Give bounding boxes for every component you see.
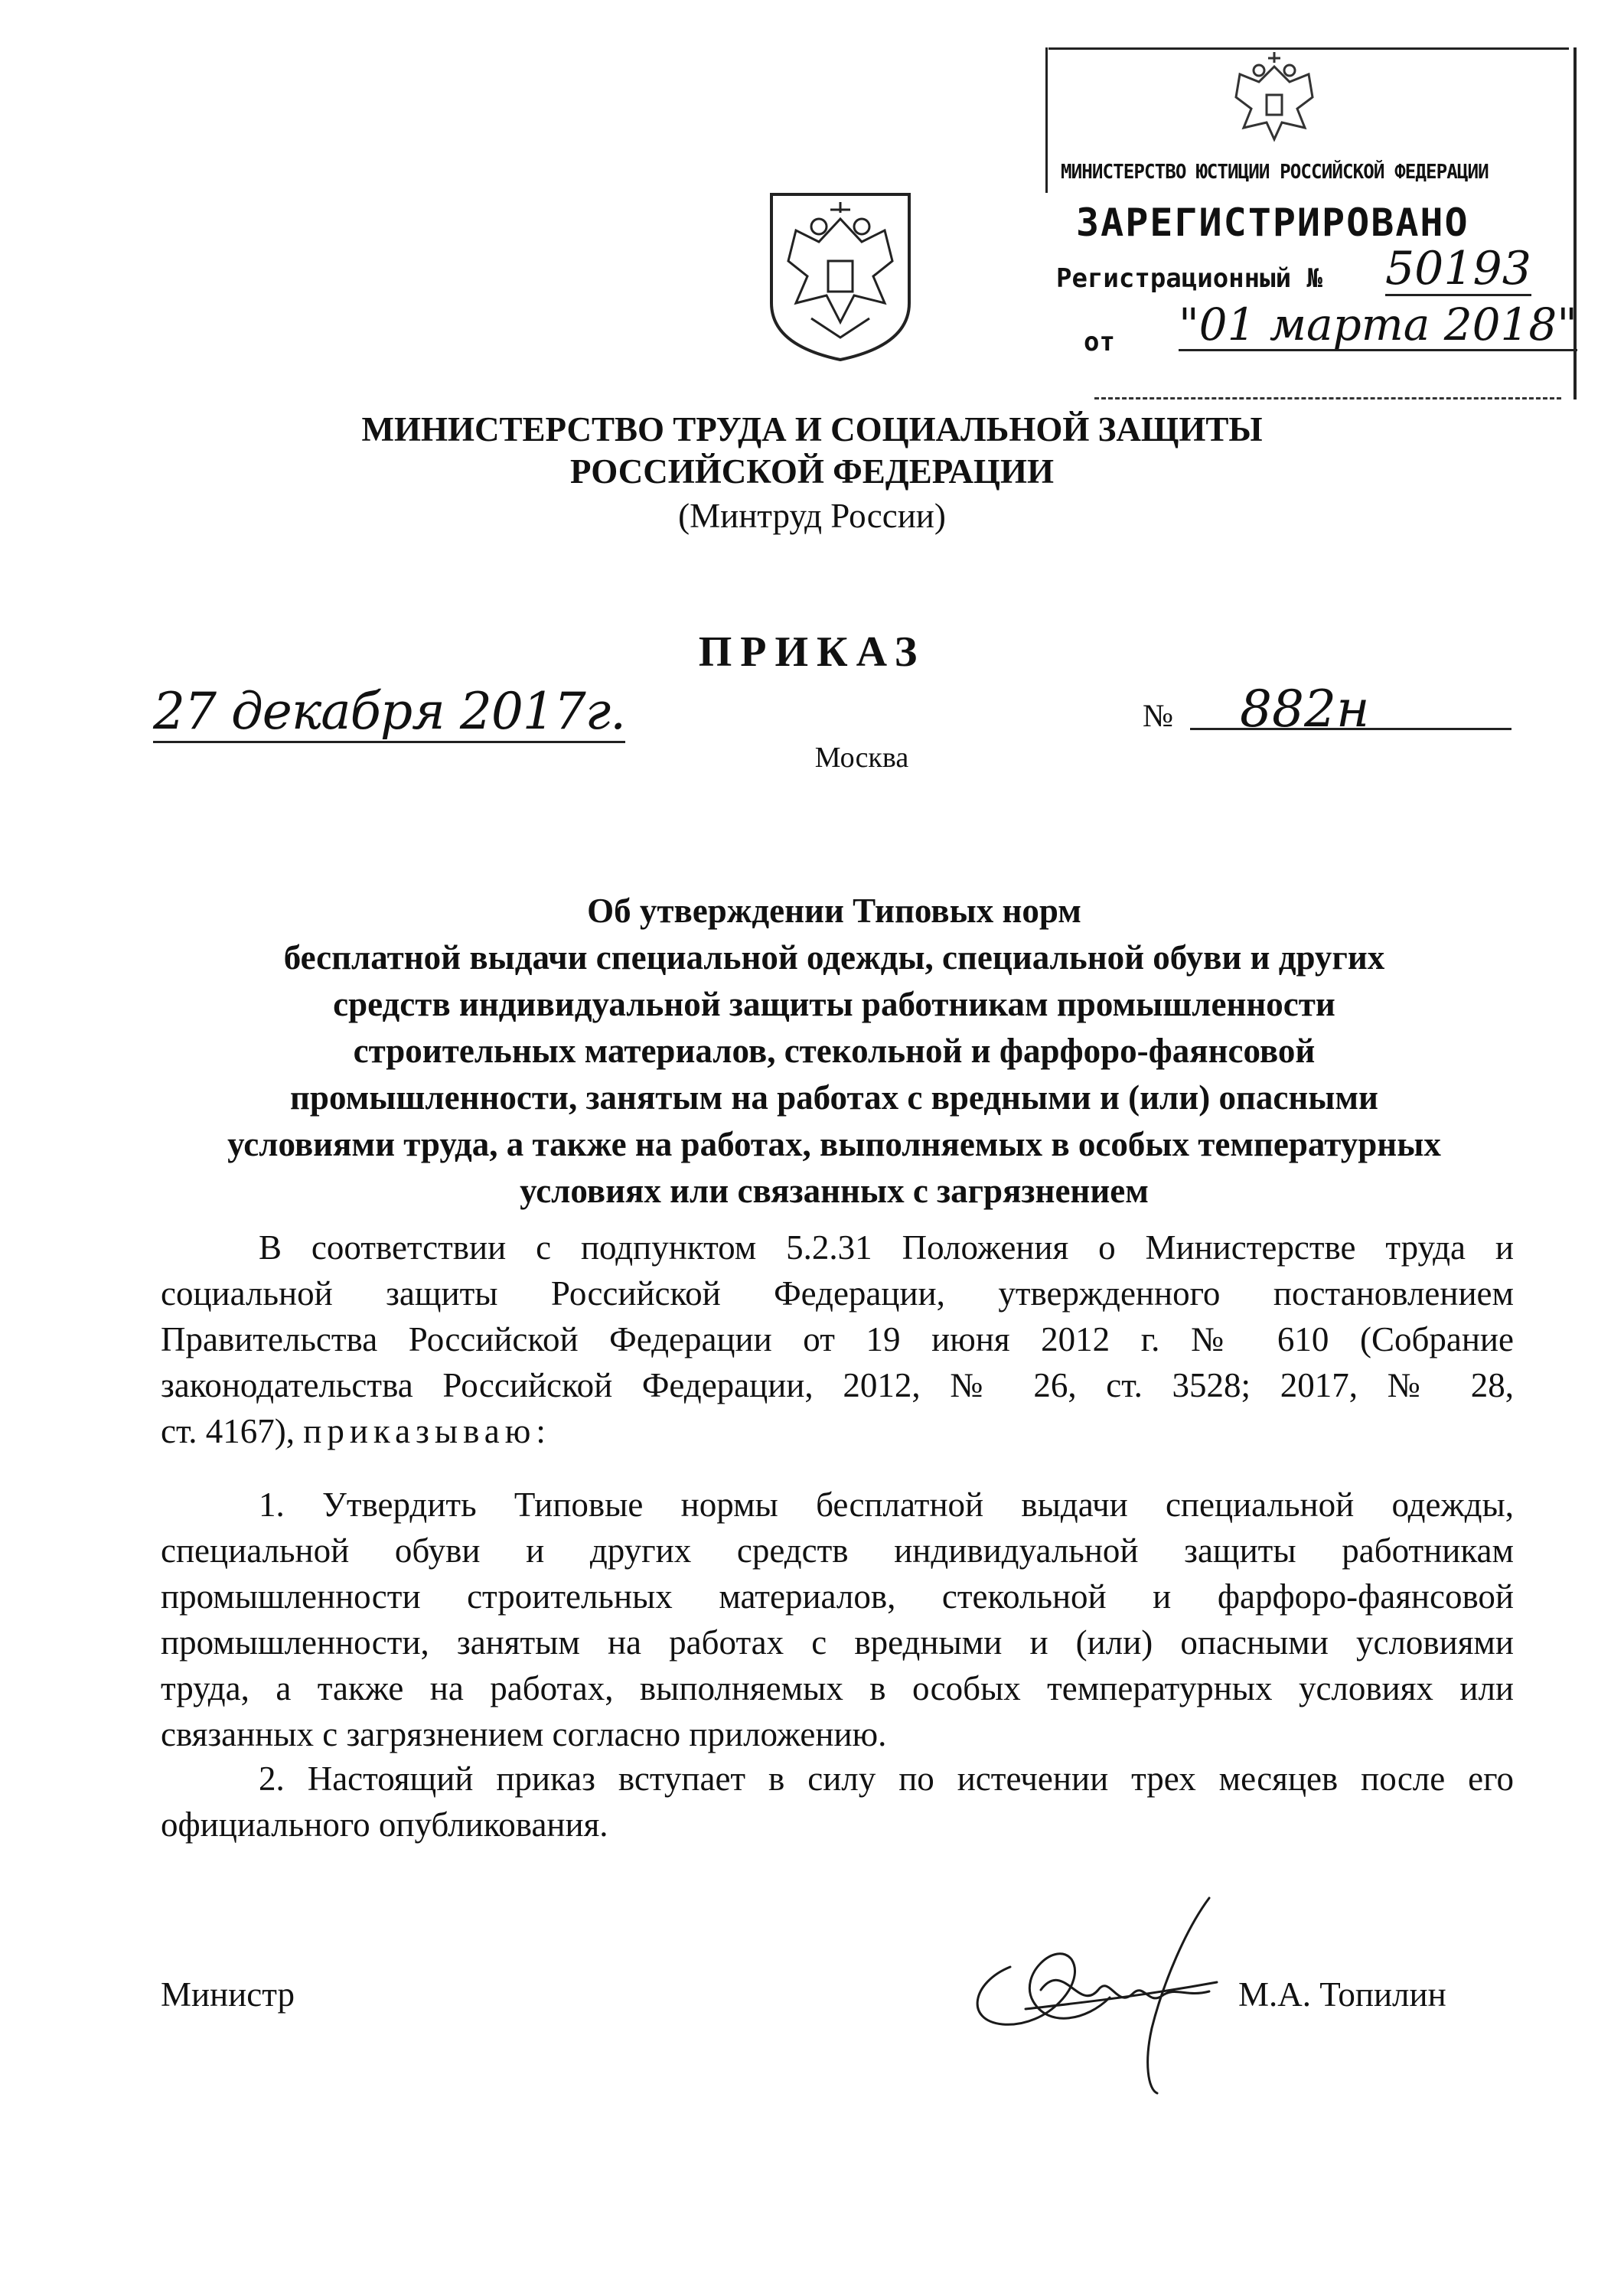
subject-line: Об утверждении Типовых норм <box>587 892 1081 930</box>
order-verb: приказываю: <box>303 1412 551 1450</box>
paragraph-line <box>161 1408 1514 1454</box>
ministry-name-line1: МИНИСТЕРСТВО ТРУДА И СОЦИАЛЬНОЙ ЗАЩИТЫ <box>361 410 1263 448</box>
city-name: Москва <box>814 742 909 774</box>
preamble-citation-end: ст. 4167), <box>161 1412 295 1450</box>
paragraph-line: законодательства Российской Федерации, 2012, № 26, ст. 3528; 2017, № 28, <box>161 1366 1514 1404</box>
subject-line: строительных материалов, стекольной и фарфоро-фаянсовой <box>353 1032 1316 1070</box>
order-date-handwritten: 27 декабря 2017г. <box>153 683 625 743</box>
ministry-short-name: (Минтруд России) <box>678 497 946 535</box>
registration-stamp <box>1033 40 1584 400</box>
handwritten-signature <box>957 1867 1247 2097</box>
paragraph-line: связанных с загрязнением согласно приложению. <box>161 1715 887 1753</box>
subject-line: средств индивидуальной защиты работникам промышленности <box>333 985 1335 1023</box>
stamp-registration-label: Регистрационный № <box>1056 263 1322 294</box>
stamp-date: "01 марта 2018" <box>1179 298 1578 351</box>
paragraph-line: 1. Утвердить Типовые нормы бесплатной выдачи специальной одежды, <box>259 1486 1514 1524</box>
order-number-handwritten: 882н <box>1240 680 1370 739</box>
signer-title: Министр <box>161 1975 295 2014</box>
signer-name: М.А. Топилин <box>1238 1975 1446 2014</box>
paragraph-line: труда, а также на работах, выполняемых в особых температурных условиях или <box>161 1669 1514 1707</box>
paragraph-line: 2. Настоящий приказ вступает в силу по истечении трех месяцев после его <box>259 1760 1514 1798</box>
stamp-eagle-icon <box>1225 47 1324 155</box>
paragraph-line: специальной обуви и других средств индивидуальной защиты работникам <box>161 1531 1514 1570</box>
coat-of-arms-icon <box>765 188 915 364</box>
paragraph-line: промышленности, занятым на работах с вредными и (или) опасными условиями <box>161 1623 1514 1662</box>
ministry-name-line2: РОССИЙСКОЙ ФЕДЕРАЦИИ <box>570 452 1054 491</box>
stamp-date-prefix: от <box>1084 327 1115 357</box>
stamp-ministry-name: МИНИСТЕРСТВО ЮСТИЦИИ РОССИЙСКОЙ ФЕДЕРАЦИИ <box>1061 161 1489 184</box>
paragraph-line: В соответствии с подпунктом 5.2.31 Положения о Министерстве труда и <box>259 1228 1514 1267</box>
subject-line: промышленности, занятым на работах с вредными и (или) опасными <box>289 1078 1378 1117</box>
subject-line: условиями труда, а также на работах, выполняемых в особых температурных <box>227 1125 1441 1163</box>
stamp-registered-label: ЗАРЕГИСТРИРОВАНО <box>1076 201 1469 245</box>
order-item-2 <box>161 1756 1514 1848</box>
paragraph-line: официального опубликования. <box>161 1805 608 1844</box>
document-type-title: ПРИКАЗ <box>698 628 926 676</box>
order-subject <box>153 888 1515 1215</box>
subject-line: условиях или связанных с загрязнением <box>520 1172 1149 1210</box>
paragraph-line: Правительства Российской Федерации от 19 июня 2012 г. № 610 (Собрание <box>161 1320 1514 1358</box>
subject-line: бесплатной выдачи специальной одежды, специальной обуви и других <box>283 938 1385 977</box>
stamp-registration-number: 50193 <box>1385 242 1531 295</box>
paragraph-line: промышленности строительных материалов, стекольной и фарфоро-фаянсовой <box>161 1577 1514 1616</box>
preamble-paragraph <box>161 1225 1514 1454</box>
paragraph-line: социальной защиты Российской Федерации, утвержденного постановлением <box>161 1274 1514 1313</box>
order-number-label: № <box>1143 699 1174 734</box>
order-item-1 <box>161 1482 1514 1757</box>
